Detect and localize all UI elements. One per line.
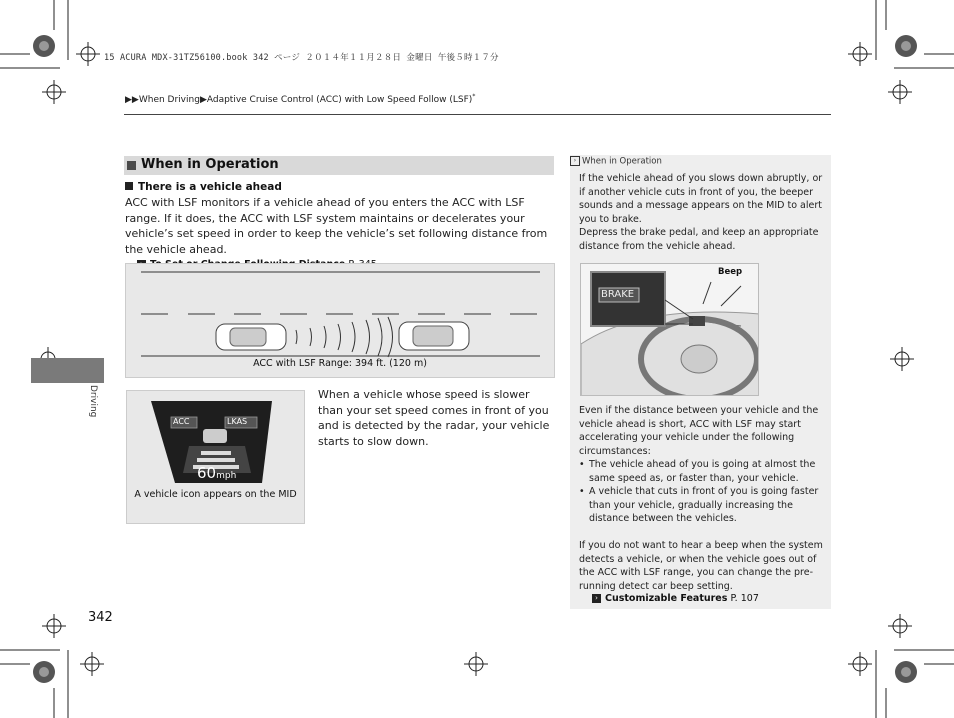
notes-bullet-2: • A vehicle that cuts in front of you is going faster than your vehicle, gradually increasing the distance between the vehicles. [579, 485, 824, 526]
note-ref-icon: › [570, 156, 580, 166]
lead-car-icon [399, 322, 469, 350]
breadcrumb-separator-icon: ▶ [199, 95, 207, 105]
dashboard-figure [580, 263, 759, 396]
notes-paragraph-4: If you do not want to hear a beep when the system detects a vehicle, or when the vehicle goes out of the ACC with LSF range, you can change the pre-running detect car beep setting. [579, 540, 823, 592]
notes-link-title: Customizable Features [605, 593, 728, 604]
dashboard-illustration [581, 264, 759, 396]
breadcrumb-prefix-icon: ▶▶ [125, 95, 139, 105]
print-header-meta: 15 ACURA MDX-31TZ56100.book 342 ページ ２０１４年１１月２８日 金曜日 午後５時１７分 [104, 53, 499, 63]
vehicle-ahead-icon [203, 429, 227, 443]
mid-caption: A vehicle icon appears on the MID [134, 489, 297, 500]
mid-description: When a vehicle whose speed is slower than your set speed comes in front of you and is detected by the radar, your vehicle starts to slow down. [318, 388, 550, 448]
dash-beep-label: Beep [718, 267, 743, 277]
acc-range-figure [125, 263, 555, 378]
notes-heading-text: When in Operation [582, 156, 662, 167]
mid-speed-value: 60 [197, 464, 217, 482]
mid-speed-unit: mph [216, 471, 237, 481]
dash-brake-label: BRAKE [601, 289, 635, 300]
notes-heading [570, 156, 662, 167]
mid-acc-label: ACC [173, 417, 190, 426]
breadcrumb-mark: * [472, 93, 476, 100]
breadcrumb-when-driving[interactable]: When Driving [138, 95, 200, 105]
mid-figure [126, 390, 305, 524]
customizable-features-link[interactable] [592, 593, 759, 604]
page-number: 342 [88, 610, 113, 625]
own-car-icon [216, 324, 286, 350]
breadcrumb [125, 93, 475, 105]
breadcrumb-acc-lsf[interactable]: Adaptive Cruise Control (ACC) with Low Speed Follow (LSF) [206, 95, 473, 105]
chapter-tab [31, 358, 104, 383]
section-header [124, 156, 554, 175]
header-rule [124, 114, 831, 115]
mid-speed [197, 463, 236, 482]
link-arrow-icon: › [592, 594, 601, 603]
subsection-paragraph: ACC with LSF monitors if a vehicle ahead of you enters the ACC with LSF range. If it does, the ACC with LSF system maintains or decelerates your vehicle’s set speed in order to keep the vehicle’s set following distance from the vehicle ahead. [125, 196, 548, 256]
notes-paragraph-2: Depress the brake pedal, and keep an appropriate distance from the vehicle ahead. [579, 227, 819, 252]
subsection-square-icon [125, 182, 133, 190]
notes-paragraph-1: If the vehicle ahead of you slows down abruptly, or if another vehicle cuts in front of you, the beeper sounds and a message appears on the MID to alert you to brake. [579, 173, 823, 225]
notes-paragraph-3: Even if the distance between your vehicle and the vehicle ahead is short, ACC with LSF may start accelerating your vehicle under the following circumstances: [579, 405, 819, 457]
section-square-icon [127, 161, 136, 170]
mid-lkas-label: LKAS [227, 417, 248, 426]
section-title: When in Operation [141, 157, 279, 172]
chapter-label: Driving [88, 385, 98, 418]
range-caption: ACC with LSF Range: 394 ft. (120 m) [253, 358, 427, 369]
subsection-heading [125, 181, 282, 193]
notes-link-page: P. 107 [730, 593, 759, 604]
subsection-body [125, 195, 555, 273]
subsection-title: There is a vehicle ahead [138, 181, 282, 193]
notes-bullet-1: • The vehicle ahead of you is going at almost the same speed as, or faster than, your vehicle. [579, 458, 824, 485]
